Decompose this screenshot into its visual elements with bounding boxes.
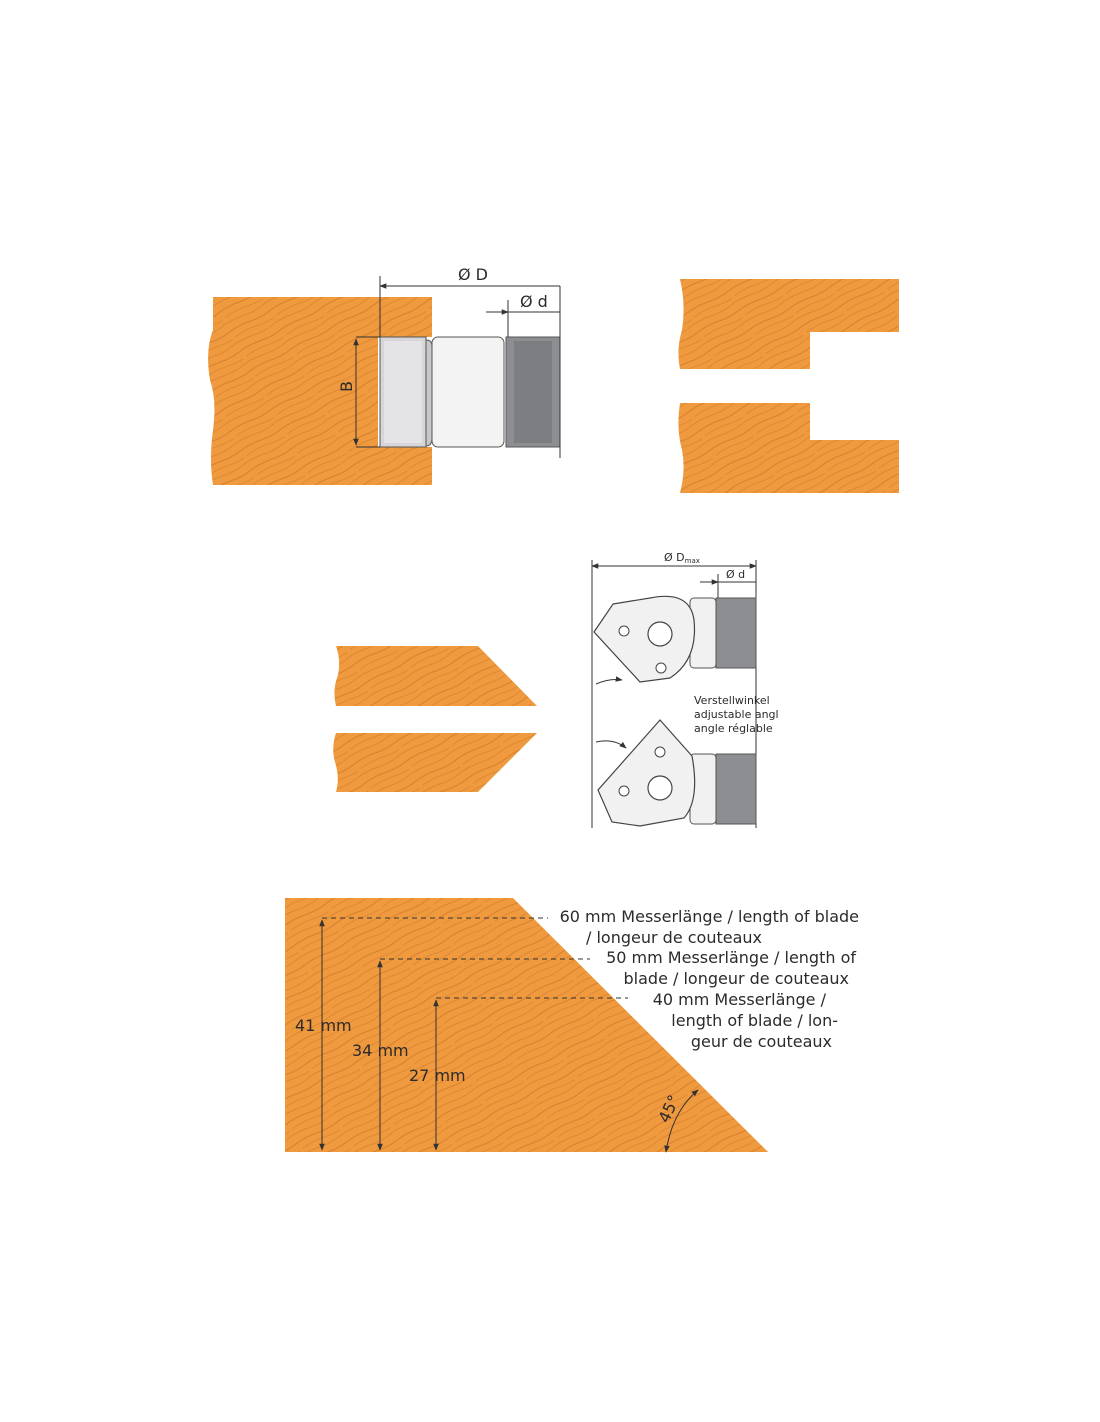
bevel-upper	[334, 646, 537, 706]
blade-note-40-line3: geur de couteaux	[690, 1032, 832, 1051]
top-right-panel	[678, 279, 899, 493]
angle-label-de: Verstellwinkel	[694, 694, 770, 707]
blade-note-50-line1: 50 mm Messerlänge / length of	[606, 948, 856, 967]
blade-note-40-line2: length of blade / lon-	[671, 1011, 838, 1030]
dim-Dmax-label: Ø Dmax	[664, 551, 700, 565]
adjustable-cutter-upper	[594, 596, 756, 684]
angle-45-label: 45°	[654, 1091, 684, 1126]
blade-note-50-line2: blade / longeur de couteaux	[623, 969, 849, 988]
dim-d-label: Ø d	[520, 292, 548, 311]
dim-d-small-label: Ø d	[726, 568, 746, 581]
top-left-panel	[208, 265, 560, 485]
dim-B-label: B	[337, 381, 356, 392]
middle-left-panel	[333, 646, 537, 792]
angle-label-fr: angle réglable	[694, 722, 773, 735]
height-41-label: 41 mm	[295, 1016, 352, 1035]
dim-D-label: Ø D	[458, 265, 488, 284]
adjustable-cutter-lower	[596, 720, 756, 826]
profile-upper	[678, 279, 899, 369]
bevel-lower	[333, 733, 537, 792]
height-27-label: 27 mm	[409, 1066, 466, 1085]
angle-label-en: adjustable angl	[694, 708, 779, 721]
height-34-label: 34 mm	[352, 1041, 409, 1060]
blade-note-60-line2: / longeur de couteaux	[586, 928, 762, 947]
middle-right-panel	[592, 551, 779, 828]
profile-lower	[678, 403, 899, 493]
bottom-panel	[285, 898, 859, 1152]
blade-note-60-line1: 60 mm Messerlänge / length of blade	[559, 907, 859, 926]
blade-note-40-line1: 40 mm Messerlänge /	[652, 990, 826, 1009]
cutter-body	[426, 340, 432, 446]
